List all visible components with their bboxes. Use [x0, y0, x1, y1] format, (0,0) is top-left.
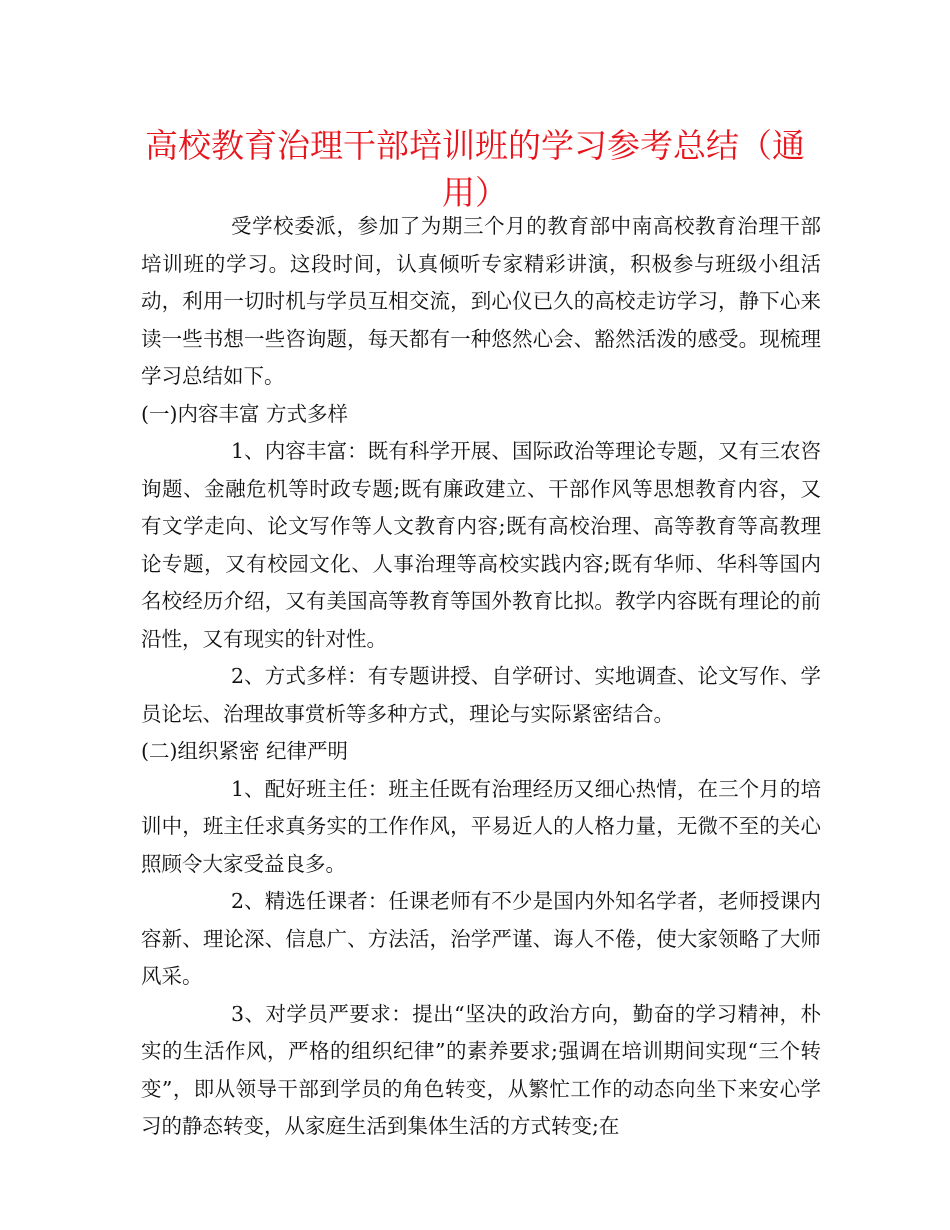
paragraph-content-rich: 1、内容丰富：既有科学开展、国际政治等理论专题，又有三农咨询题、金融危机等时政专题;既有廉政建立、干部作风等思想教育内容，又有文学走向、论文写作等人文教育内容;既有高校治理、高等教育等高教理论专题，又有校园文化、人事治理等高校实践内容;既有华师、华科等国内名校经历介绍，又有美国高等教育等国外教育比拟。教学内容既有理论的前沿性，又有现实的针对性。: [141, 439, 821, 651]
paragraph-intro: 受学校委派，参加了为期三个月的教育部中南高校教育治理干部培训班的学习。这段时间，认真倾听专家精彩讲演，积极参与班级小组活动，利用一切时机与学员互相交流，到心仪已久的高校走访学习，静下心来读一些书想一些咨询题，每天都有一种悠然心会、豁然活泼的感受。现梳理学习总结如下。: [141, 214, 821, 388]
document-title: 高校教育治理干部培训班的学习参考总结（通用）: [145, 126, 805, 212]
section-heading-1: (一)内容丰富 方式多样: [141, 401, 349, 426]
paragraph-student-requirements: 3、对学员严要求：提出“坚决的政治方向，勤奋的学习精神，朴实的生活作风，严格的组织纪律”的素养要求;强调在培训期间实现“三个转变”，即从领导干部到学员的角色转变，从繁忙工作的动态向坐下来安心学习的静态转变，从家庭生活到集体生活的方式转变;在: [141, 1001, 821, 1138]
paragraph-methods-diverse: 2、方式多样：有专题讲授、自学研讨、实地调查、论文写作、学员论坛、治理故事赏析等多种方式，理论与实际紧密结合。: [141, 664, 821, 726]
paragraph-instructors: 2、精选任课者：任课老师有不少是国内外知名学者，老师授课内容新、理论深、信息广、方法活，治学严谨、诲人不倦，使大家领略了大师风采。: [141, 889, 821, 988]
section-heading-2: (二)组织紧密 纪律严明: [141, 739, 349, 763]
document-body: [141, 208, 821, 1146]
paragraph-class-teacher: 1、配好班主任：班主任既有治理经历又细心热情，在三个月的培训中，班主任求真务实的工作作风，平易近人的人格力量，无微不至的关心照顾令大家受益良多。: [141, 776, 821, 876]
